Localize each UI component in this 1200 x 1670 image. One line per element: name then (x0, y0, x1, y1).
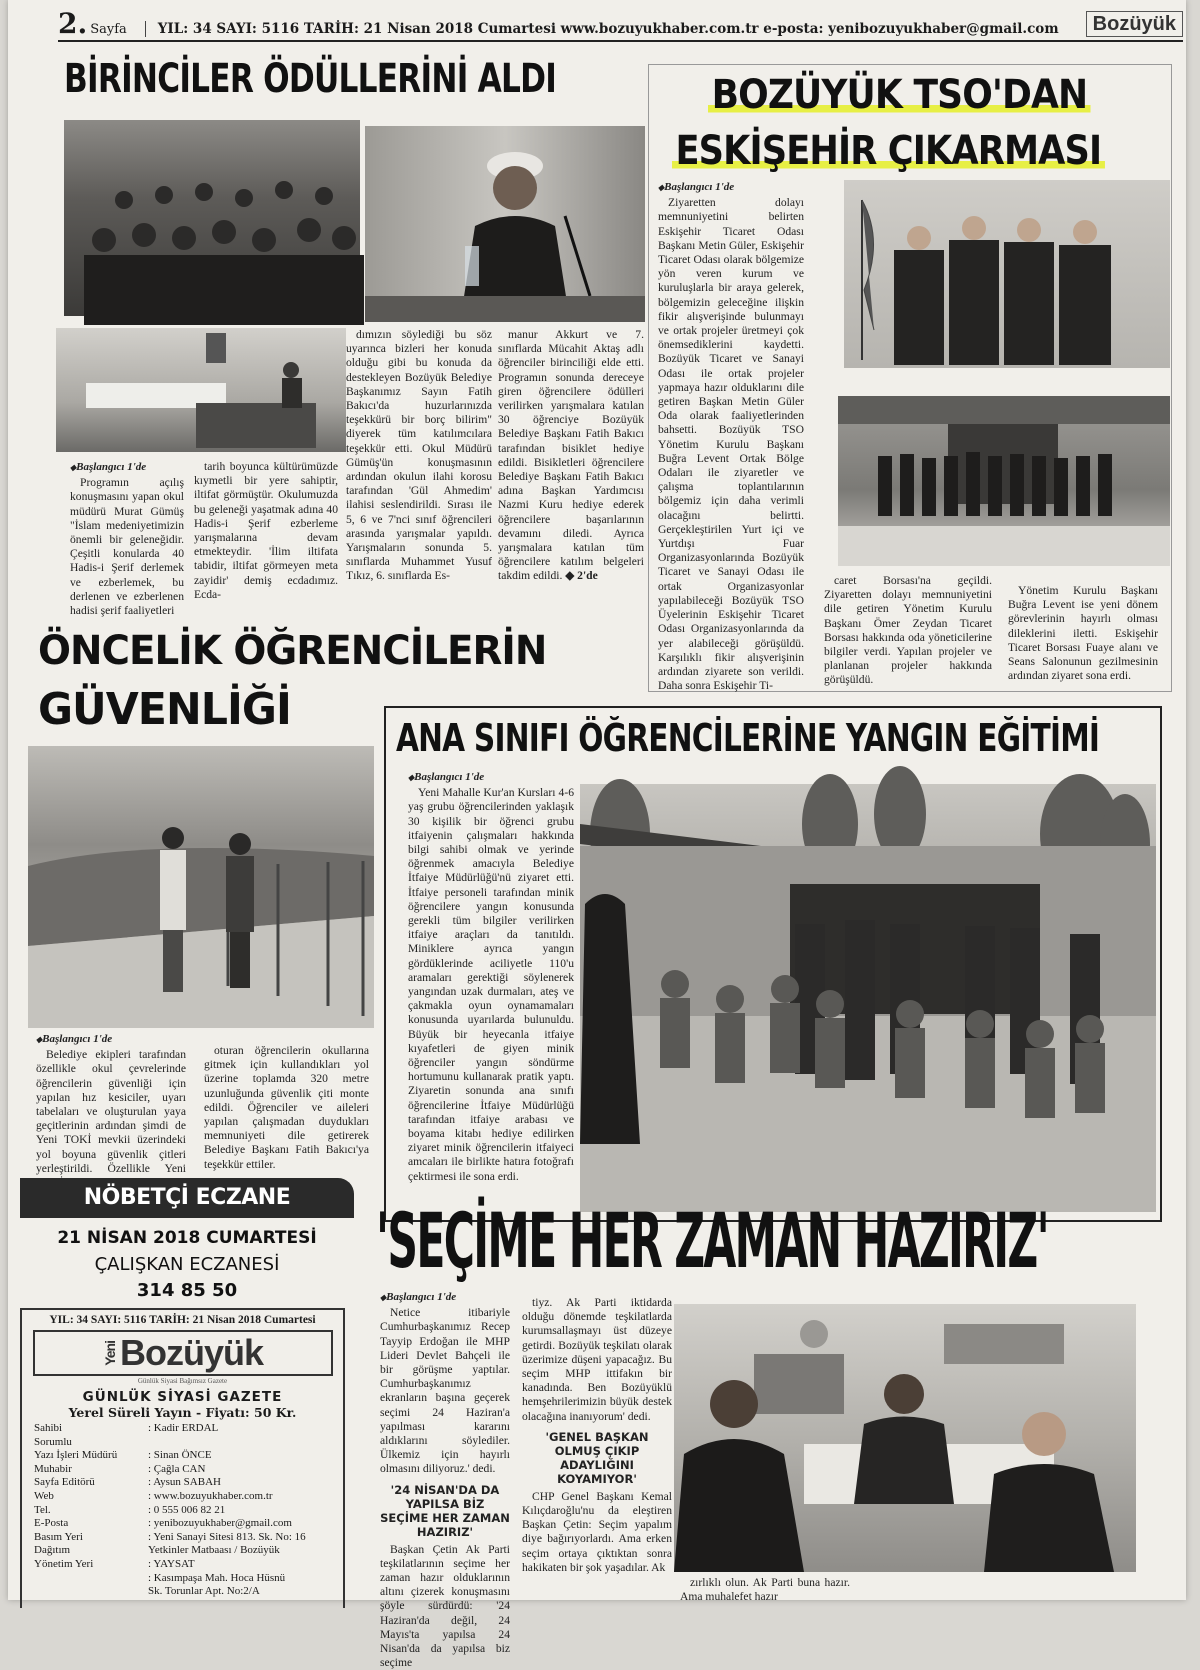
imprint-row (22, 1463, 343, 1477)
article1-col3: dımızın söylediği bu söz uyarınca bizleri her konuda olduğu gibi bu konuda da destekleyen Bozüyük Belediye Başkanımız Sayın Fatih Bakıcı'da huzurlarınızda teşekkürü bir borç bilirim" diyerek tüm katılımcılara teşekkür etti. Okul Müdürü Gümüş'ün konuşmasının ardından okulun ilahi korosu tarafından 'Gül Ahmedim' ilahisi seslendirildi. Sırası ile 5, 6 ve 7'nci sınıf öğrencileri arasında yarışmalar yapıldı. Yarışmaların sonunda 5. sınıflarda Muhammet Yusuf Tıkız, 6. sınıflarda Es- (346, 328, 492, 583)
imprint-row-key: Basım Yeri (34, 1530, 83, 1543)
article1-col4: manur Akkurt ve 7. sınıflarda Mücahit Aktaş adlı öğrenciler birinciliği elde etti. Programın sonunda dereceye giren öğrencilere ödülleri verilirken yarışmalara katılan 30 öğrenciye Bozüyük Belediye Başkanı Fatih Bakıcı tarafından bisiklet hediye edildi. Bisikletleri öğrencilere Belediye Başkanı Fatih Bakıcı adına Başkan Yardımcısı Nazmi Kuru hediye ederek öğrencilere başarılarının devamını diledi. Ayrıca yarışmalara katılan tüm öğrencilere katılım belgeleri takdim edildi. ◆ 2'de (498, 328, 644, 583)
article2-col1: ◆ Başlangıcı 1'de Ziyaretten dolayı memnuniyetini belirten Eskişehir Ticaret Odası Başkanı Metin Güler, Eskişehir Ticaret Odası olarak bölgemize yön veren kurum ve kuruluşlarla bir araya gelerek, bölgemizin geleceğine ilişkin fikir alışverişinde bulunmayı ve ortak projeler üretmeyi çok önemsediklerini kaydetti. Bozüyük Ticaret ve Sanayi Odası ile ortak projeler yapmaya hazır olduklarını dile getiren Başkan Metin Güler Oda olarak faaliyetlerinden bahsetti. Bozüyük TSO Yönetim Kurulu Başkanı Buğra Levent Ortak Bölge Odaları ile ziyaretler ve çalışma toplantılarının bölgemiz için daha verimli olacağını belirtti. Gerçekleştirilen Yurt içi ve Yurtdışı Fuar Organizasyonlarında Bozüyük Ticaret ve Sanayi Odası ile ortak Organizasyonlar yapılabileceği Bozüyük TSO Üyelerinin Eskişehir Ticaret Odası Organizasyonlarında da yer alabileceği görüşüldü. Karşılıklı fikir alışverişinin ardından ziyarete son verildi. Daha sonra Eskişehir Ti- (658, 180, 804, 680)
imprint-row-key: Dağıtım (34, 1544, 71, 1557)
page-word: Sayfa (90, 22, 127, 37)
imprint-row-value: : Çağla CAN (148, 1462, 206, 1475)
imprint-rows (22, 1422, 343, 1599)
imprint-row-value: : Yeni Sanayi Sitesi 813. Sk. No: 16 (148, 1530, 306, 1543)
article5-title: 'SEÇİME HER ZAMAN HAZIRIZ' (376, 1196, 1048, 1285)
imprint-row-value (148, 1436, 343, 1450)
eczane-name: ÇALIŞKAN ECZANESİ (94, 1254, 280, 1275)
imprint-box (20, 1308, 345, 1608)
imprint-row (22, 1517, 343, 1531)
imprint-row (22, 1504, 343, 1518)
imprint-logo-sub: Günlük Siyasi Bağımsız Gazete (137, 1377, 228, 1385)
imprint-price: Yerel Süreli Yayın - Fiyatı: 50 Kr. (68, 1405, 297, 1420)
fire-station-photo (580, 784, 1156, 1212)
fence-road-photo (28, 746, 374, 1028)
article1-source: ◆ Başlangıcı 1'de (70, 460, 184, 475)
masthead (58, 6, 1183, 42)
imprint-row-key: Tel. (34, 1503, 51, 1516)
building-illustration (838, 396, 1170, 566)
tso-group-photo (844, 180, 1170, 368)
imprint-row-value: : Sinan ÖNCE (148, 1449, 212, 1462)
article3-title-line2: GÜVENLİĞİ (38, 684, 291, 735)
fire-station-illustration (580, 784, 1156, 1212)
speaker-illustration (365, 126, 645, 322)
ceremony-speaker-photo (365, 126, 645, 322)
article3-col2: oturan öğrencilerin okullarına gitmek için kullandıkları yol üzerine toplamda 320 metre uzunluğunda güvenlik çiti monte edildi. Öğrenciler ve aileleri yapılan çalışmadan duydukları memnuniyeti dile getirerek Belediye Başkanı Fatih Bakıcı'ya teşekkür ettiler. (204, 1044, 369, 1171)
article3-title-line1: ÖNCELİK ÖĞRENCİLERİN (38, 628, 547, 674)
imprint-row-value: : Kadir ERDAL (148, 1422, 219, 1434)
office-illustration (674, 1304, 1136, 1572)
imprint-row-value: : YAYSAT (148, 1557, 195, 1570)
imprint-row (22, 1544, 343, 1558)
article1-col1: ◆ Başlangıcı 1'de Programın açılış konuşmasını yapan okul müdürü Murat Gümüş "İslam medeniyetimizin önemli bir geleneğidir. Çeşitli konularda 40 Hadis-i Şerif derlemek ve ezberlemek, bu derlenen ve ezberlenen hadisi şerif faaliyetleri (70, 460, 184, 600)
audience-illustration (64, 120, 360, 316)
imprint-row-key: Yazı İşleri Müdürü (34, 1449, 118, 1462)
imprint-row-key: E-Posta (34, 1517, 69, 1530)
issue-info: YIL: 34 SAYI: 5116 TARİH: 21 Nisan 2018 Cumartesi www.bozuyukhaber.com.tr e-posta: yenibozuyukhaber@gmail.com (145, 21, 1059, 37)
hall-illustration (56, 328, 346, 452)
office-meeting-photo (674, 1304, 1136, 1572)
imprint-row (22, 1490, 343, 1504)
imprint-row-key: Sahibi (34, 1422, 63, 1434)
article3-col1: ◆ Başlangıcı 1'de Belediye ekipleri tarafından özellikle okul çevrelerinde öğrencilerin güvenliği için yapılan hız kesiciler, uyarı tabelaları ve oluşturulan yaya geçitlerinin ardından şimdi de Yeni TOKİ mevkii üzerindeki yol boyuna güvenlik çitleri yerleştirildi. Özellikle Yeni (36, 1032, 186, 1172)
article5-subhead2: 'GENEL BAŞKAN OLMUŞ ÇIKIP ADAYLIĞINI KOYAMIYOR' (545, 1429, 649, 1486)
ceremony-audience-photo (64, 120, 360, 316)
page-number: 2. (58, 7, 88, 40)
imprint-row (22, 1422, 343, 1436)
article2-title-line2: ESKİŞEHİR ÇIKARMASI (672, 128, 1105, 174)
imprint-row-key (34, 1572, 148, 1586)
imprint-row-key: Sorumlu (34, 1435, 72, 1448)
imprint-row-key: Web (34, 1489, 54, 1502)
imprint-row-value: : 0 555 006 82 21 (148, 1503, 226, 1516)
article5-col3: zırlıklı olun. Ak Parti buna hazır. Ama muhalefet hazır (680, 1576, 850, 1604)
imprint-row-key (34, 1585, 148, 1599)
article5-subhead1: '24 NİSAN'DA DA YAPILSA BİZ SEÇİME HER ZAMAN HAZIRIZ' (380, 1482, 510, 1539)
imprint-issue: YIL: 34 SAYI: 5116 TARİH: 21 Nisan 2018 Cumartesi (49, 1314, 316, 1326)
article2-title-line1: BOZÜYÜK TSO'DAN (708, 72, 1091, 118)
article5-col1: ◆ Başlangıcı 1'de Netice itibariyle Cumhurbaşkanımız Recep Tayyip Erdoğan ile MHP Lideri Devlet Bahçeli ile bir görüşme yaptılar. Cumhurbaşkanımız ekranların başına geçerek seçimi 24 Haziran'a yapılması kararını aldıklarını söylediler. Ülkemiz için hayırlı olmasını diliyoruz.' dedi. '24 NİSAN'DA DA YAPILSA BİZ SEÇİME HER ZAMAN HAZIRIZ' Başkan Çetin Ak Parti teşkilatlarının seçime her zaman hazır olduklarının altını çizerek konuşmasını şöyle sürdürdü: '24 Haziran'da değil, 24 Mayıs'ta yapılsa 24 Nisan'da da yapılsa biz seçime (380, 1290, 510, 1600)
imprint-row (22, 1585, 343, 1599)
imprint-row-value: : www.bozuyukhaber.com.tr (148, 1489, 273, 1502)
imprint-row-value: Sk. Torunlar Apt. No:2/A (148, 1585, 260, 1598)
article4-col1: ◆ Başlangıcı 1'de Yeni Mahalle Kur'an Kursları 4-6 yaş grubu öğrencilerinden yaklaşık 30 kişilik bir öğrenci grubu itfaiyenin çalışmaları hakkında bilgi sahibi olmak ve yerinde öğrenmek amacıyla Belediye İtfaiye Müdürlüğü'nü ziyaret etti. İtfaiye personeli tarafından minik öğrencilere yangın konusunda gerekli tüm bilgiler verilirken itfaiye araçları da tanıtıldı. Miniklere ayrıca yangın gördüklerinde aciliyetle 110'u aramaları gerektiği söylenerek yangından uzak durmaları, ateş ve çakmakla oyun oynamamaları konusunda uyarılarda bulunuldu. Büyük bir heyecanla itfaiye kıyafetleri de giyen minik öğrenciler yangın söndürme hortumunu kullanarak pratik yaptı. Ziyaretin sonunda ana sınıfı öğrencilerine İtfaiye Müdürlüğü tarafından itfaiye arabası ve boyama kitabı hediye edilirken ziyaret minik öğrencilerin itfaiyeci amcaları ile birlikte hatıra fotoğrafı çektirmesi ile sona erdi. (408, 770, 574, 1180)
article2-col3: Yönetim Kurulu Başkanı Buğra Levent ise yeni dönem görevlerinin hayırlı olması dileklerini iletti. Eskişehir Ticaret Borsası Fuaye alanı ve Seans Salonunun gezilmesinin ardından ziyaret sona erdi. (1008, 584, 1158, 683)
imprint-row-key: Sayfa Editörü (34, 1476, 95, 1489)
imprint-row (22, 1531, 343, 1545)
masthead-logo: Bozüyük (1086, 11, 1183, 37)
article2-col2: caret Borsası'na geçildi. Ziyaretten dolayı memnuniyetini dile getiren Yönetim Kurulu Başkanı Ömer Zeydan Ticaret Borsası hakkında oda yöneticilerine bilgiler verdi. Yapılan projeler ve planlanan projeler hakkında görüşüldü. (824, 574, 992, 687)
imprint-row-value: : Kasımpaşa Mah. Hoca Hüsnü (148, 1571, 286, 1584)
road-illustration (28, 746, 374, 1028)
imprint-logo: Yeni Bozüyük (33, 1330, 333, 1376)
article5-col2: tiyz. Ak Parti iktidarda olduğu dönemde teşkilatlarda kurumsallaşmayı üst düzeye getirdi. Bozüyük teşkilatı olarak üzerimize düşeni yapacağız. Bu seçim MHP ittifakın bir kanadında. Ben Bozüyüklü hemşehrilerimizin büyük destek olacağına inanıyorum' dedi. 'GENEL BAŞKAN OLMUŞ ÇIKIP ADAYLIĞINI KOYAMIYOR' CHP Genel Başkanı Kemal Kılıçdaroğlu'nu da eleştiren Başkan Çetin: Seçim yapalım diye bağırıyorlardı. Ama erken seçim ortaya çıktıktan sonra hakikaten bir şok yaşadılar. Ak (522, 1296, 672, 1574)
newspaper-page (8, 0, 1186, 1670)
imprint-row-value: Yetkinler Matbaası / Bozüyük (148, 1544, 280, 1557)
ceremony-hall-photo (56, 328, 346, 452)
imprint-row-key: Yönetim Yeri (34, 1557, 94, 1570)
article4-title: ANA SINIFI ÖĞRENCİLERİNE YANGIN EĞİTİMİ (396, 716, 1100, 760)
imprint-row (22, 1476, 343, 1490)
imprint-row-value: : yenibozuyukhaber@gmail.com (148, 1517, 292, 1530)
eczane-date: 21 NİSAN 2018 CUMARTESİ (57, 1228, 317, 1248)
article1-title: BİRİNCİLER ÖDÜLLERİNİ ALDI (64, 56, 557, 102)
imprint-row-value: : Aysun SABAH (148, 1476, 221, 1489)
article1-continued: 2'de (577, 569, 598, 583)
imprint-title: GÜNLÜK SİYASİ GAZETE (82, 1389, 283, 1405)
imprint-row (22, 1449, 343, 1463)
imprint-row (22, 1572, 343, 1586)
eczane-title: NÖBETÇİ ECZANE (20, 1178, 354, 1218)
imprint-row-key: Muhabir (34, 1462, 72, 1475)
article1-col2: tarih boyunca kültürümüzde kıymetli bir yere sahiptir, iltifat görmüştür. Okulumuzda bu geleneği yaşatmak adına 40 Hadis-i Şerif ezberleme yarışmalarına devam etmekteydir. 'İlim iltifata tabidir, iltifat görmeyen meta zayidir' demiş ecdadımız. Ecda- (194, 460, 338, 601)
imprint-row (22, 1558, 343, 1572)
group-illustration (844, 180, 1170, 368)
tso-building-photo (838, 396, 1170, 566)
imprint-row (22, 1436, 343, 1450)
eczane-phone: 314 85 50 (136, 1280, 238, 1301)
